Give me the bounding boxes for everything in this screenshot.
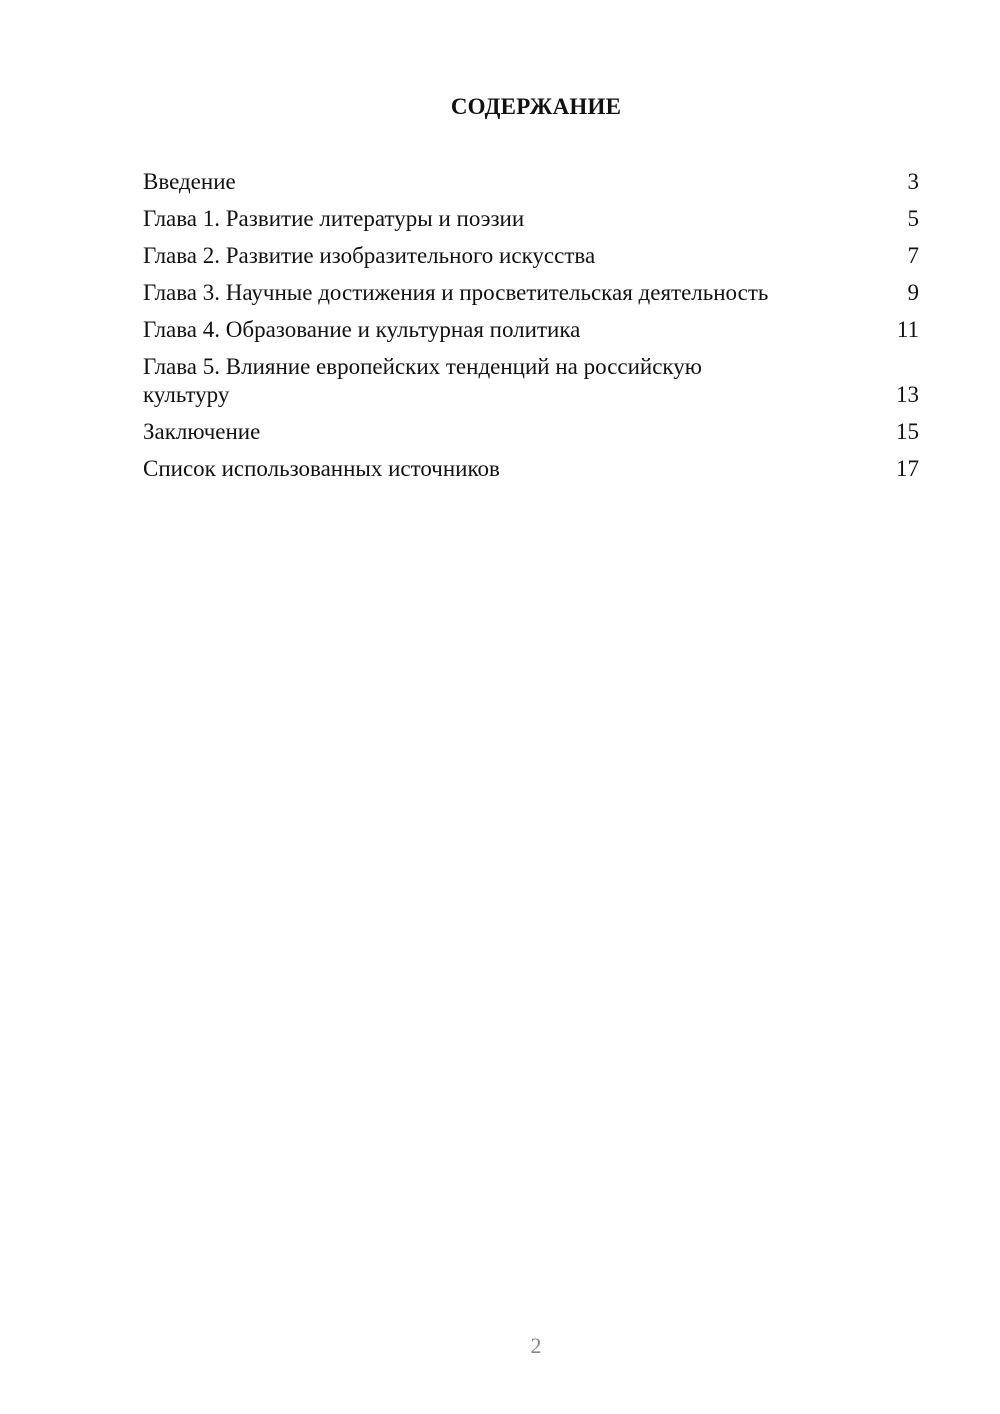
page-number: 2 <box>530 1333 542 1358</box>
toc-entry-page: 13 <box>896 382 919 407</box>
toc-entry-label: Заключение <box>143 419 261 444</box>
toc-entry <box>143 279 919 307</box>
toc-entry-label: Глава 3. Научные достижения и просветительская деятельность <box>143 280 769 305</box>
toc-entry-label: Глава 1. Развитие литературы и поэзии <box>143 206 525 231</box>
toc-entry-page: 5 <box>907 206 919 231</box>
toc-entry <box>143 168 919 196</box>
toc-entry-page: 3 <box>907 169 919 194</box>
toc-entry-label: Список использованных источников <box>143 456 500 481</box>
toc-entry-page: 17 <box>896 456 919 481</box>
toc-entry <box>143 242 919 270</box>
toc-entry-page: 11 <box>896 317 919 342</box>
toc-entry-page: 7 <box>907 243 919 268</box>
toc-entry-label: Глава 5. Влияние европейских тенденций на российскую культуру <box>143 354 702 407</box>
toc-entry <box>143 418 919 446</box>
toc-entry-label: Введение <box>143 169 236 194</box>
table-of-contents <box>143 168 919 492</box>
toc-entry <box>143 353 919 409</box>
toc-entry <box>143 205 919 233</box>
toc-entry-label: Глава 4. Образование и культурная политика <box>143 317 581 342</box>
toc-entry-page: 9 <box>907 280 919 305</box>
toc-entry <box>143 316 919 344</box>
toc-entry <box>143 455 919 483</box>
page-title: СОДЕРЖАНИЕ <box>450 94 622 119</box>
toc-entry-page: 15 <box>896 419 919 444</box>
toc-entry-label: Глава 2. Развитие изобразительного искусства <box>143 243 596 268</box>
